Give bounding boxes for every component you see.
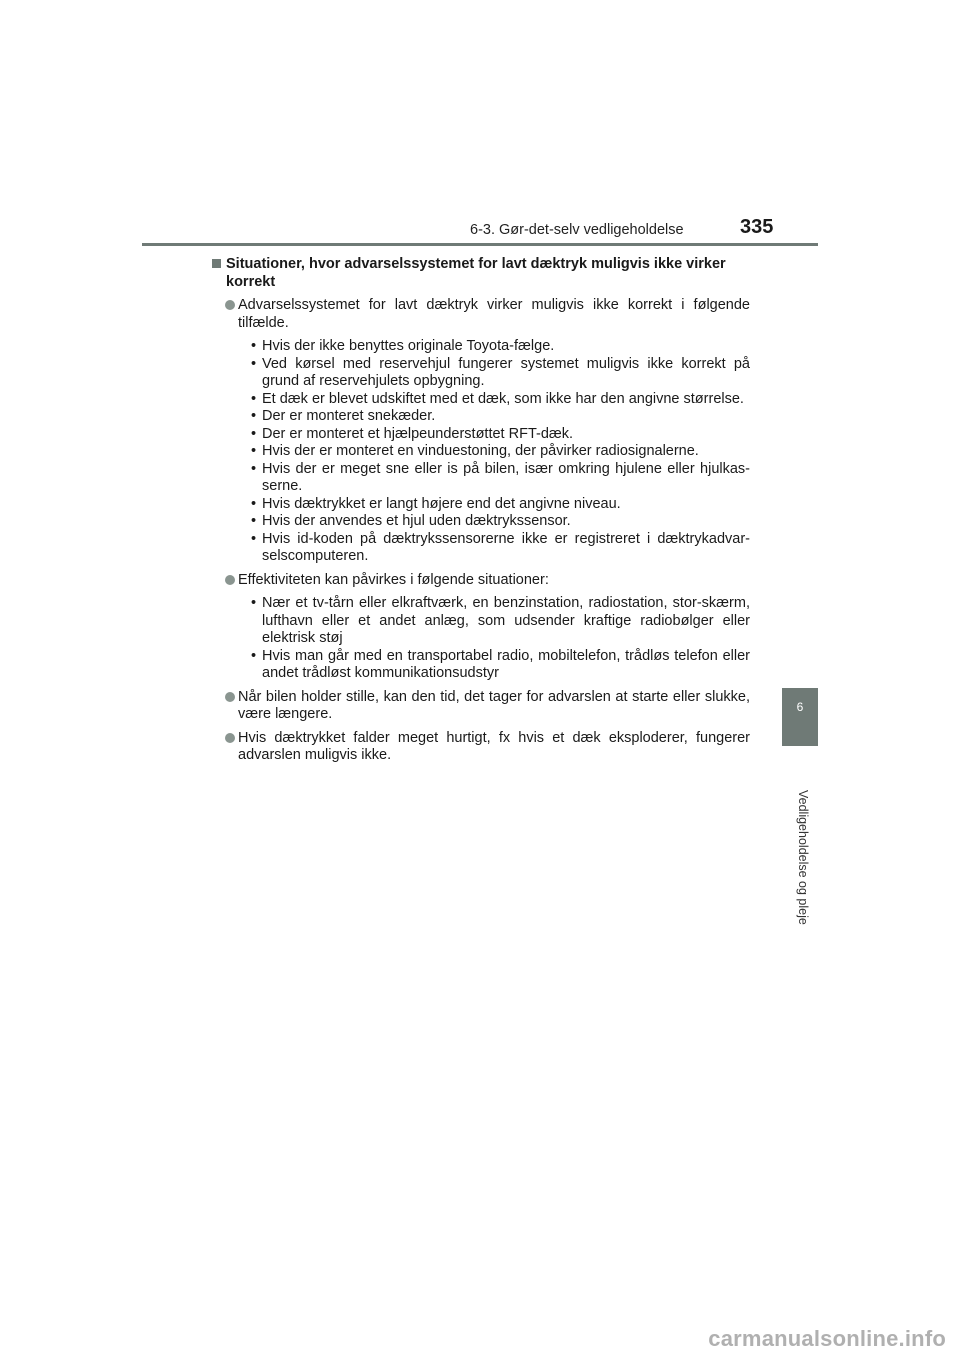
dot-bullet-icon: • bbox=[251, 513, 257, 529]
dot-bullet-icon: • bbox=[251, 338, 257, 354]
list-item-text: Der er monteret snekæder. bbox=[262, 408, 436, 424]
bullet-text: Advarselssystemet for lavt dæktryk virker muligvis ikke korrekt i følgende tilfælde. bbox=[238, 297, 750, 331]
bullet-paragraph bbox=[212, 297, 750, 332]
header-divider bbox=[142, 243, 818, 246]
list-item-text: Hvis der ikke benyttes originale Toyota-fælge. bbox=[262, 338, 555, 354]
dot-bullet-icon: • bbox=[251, 390, 257, 407]
circle-bullet-icon bbox=[225, 300, 235, 310]
bullet-text: Hvis dæktrykket falder meget hurtigt, fx hvis et dæk eksploderer, fungerer advarslen muligvis ikke. bbox=[238, 729, 750, 763]
square-bullet-icon bbox=[212, 259, 221, 268]
list-item-text: Hvis id-koden på dæktrykssensorerne ikke er registreret i dæktrykadvar-selscomputeren. bbox=[262, 530, 750, 564]
list-item bbox=[251, 648, 750, 683]
dot-bullet-icon: • bbox=[251, 460, 257, 477]
dot-bullet-icon: • bbox=[251, 595, 257, 611]
list-item-text: Hvis dæktrykket er langt højere end det angivne niveau. bbox=[262, 495, 621, 512]
list-item-text: Hvis der er meget sne eller is på bilen, især omkring hjulene eller hjulkas-serne. bbox=[262, 460, 750, 494]
list-item bbox=[251, 461, 750, 496]
list-item-text: Der er monteret et hjælpeunderstøttet RFT-dæk. bbox=[262, 425, 574, 442]
chapter-tab[interactable] bbox=[782, 688, 818, 746]
dot-bullet-icon: • bbox=[251, 495, 257, 512]
list-item-text: Hvis man går med en transportabel radio, mobiltelefon, trådløs telefon eller andet trådløst kommunikationsudstyr bbox=[262, 647, 750, 681]
circle-bullet-icon bbox=[225, 733, 235, 743]
dot-bullet-icon: • bbox=[251, 408, 257, 424]
dot-bullet-icon: • bbox=[251, 530, 257, 547]
list-item bbox=[251, 443, 750, 461]
list-item bbox=[251, 496, 750, 514]
list-item-text: Hvis der er monteret en vinduestoning, der påvirker radiosignalerne. bbox=[262, 443, 699, 459]
section-heading bbox=[212, 256, 750, 291]
circle-bullet-icon bbox=[225, 575, 235, 585]
list-item bbox=[251, 338, 750, 356]
bullet-text: Effektiviteten kan påvirkes i følgende situationer: bbox=[238, 571, 549, 588]
list-item bbox=[251, 595, 750, 648]
dot-bullet-icon: • bbox=[251, 647, 257, 664]
page-number: 335 bbox=[740, 216, 774, 238]
sub-list bbox=[212, 595, 750, 683]
sub-list bbox=[212, 338, 750, 566]
chapter-tab-number: 6 bbox=[796, 700, 804, 714]
list-item bbox=[251, 513, 750, 531]
list-item bbox=[251, 391, 750, 409]
list-item bbox=[251, 408, 750, 426]
page-content bbox=[212, 256, 750, 771]
list-item bbox=[251, 356, 750, 391]
header-section-title: 6-3. Gør-det-selv vedligeholdelse bbox=[470, 222, 684, 238]
list-item bbox=[251, 531, 750, 566]
bullet-paragraph bbox=[212, 689, 750, 724]
bullet-paragraph bbox=[212, 572, 750, 590]
list-item-text: Hvis der anvendes et hjul uden dæktrykssensor. bbox=[262, 513, 571, 529]
bullet-paragraph bbox=[212, 730, 750, 765]
list-item-text: Et dæk er blevet udskiftet med et dæk, som ikke har den angivne størrelse. bbox=[262, 390, 744, 407]
dot-bullet-icon: • bbox=[251, 443, 257, 459]
chapter-label: Vedligeholdelse og pleje bbox=[796, 790, 810, 925]
list-item bbox=[251, 426, 750, 444]
dot-bullet-icon: • bbox=[251, 425, 257, 442]
list-item-text: Ved kørsel med reservehjul fungerer systemet muligvis ikke korrekt på grund af reservehjulets opbygning. bbox=[262, 355, 750, 389]
section-heading-text: Situationer, hvor advarselssystemet for lavt dæktryk muligvis ikke virker korrekt bbox=[226, 256, 726, 290]
bullet-text: Når bilen holder stille, kan den tid, det tager for advarslen at starte eller slukke, være længere. bbox=[238, 688, 750, 722]
dot-bullet-icon: • bbox=[251, 355, 257, 372]
circle-bullet-icon bbox=[225, 692, 235, 702]
watermark[interactable]: carmanualsonline.info bbox=[708, 1326, 946, 1351]
list-item-text: Nær et tv-tårn eller elkraftværk, en benzinstation, radiostation, stor-skærm, lufthavn eller et andet anlæg, som udsender kraftige radiobølger eller elektrisk støj bbox=[262, 595, 750, 646]
